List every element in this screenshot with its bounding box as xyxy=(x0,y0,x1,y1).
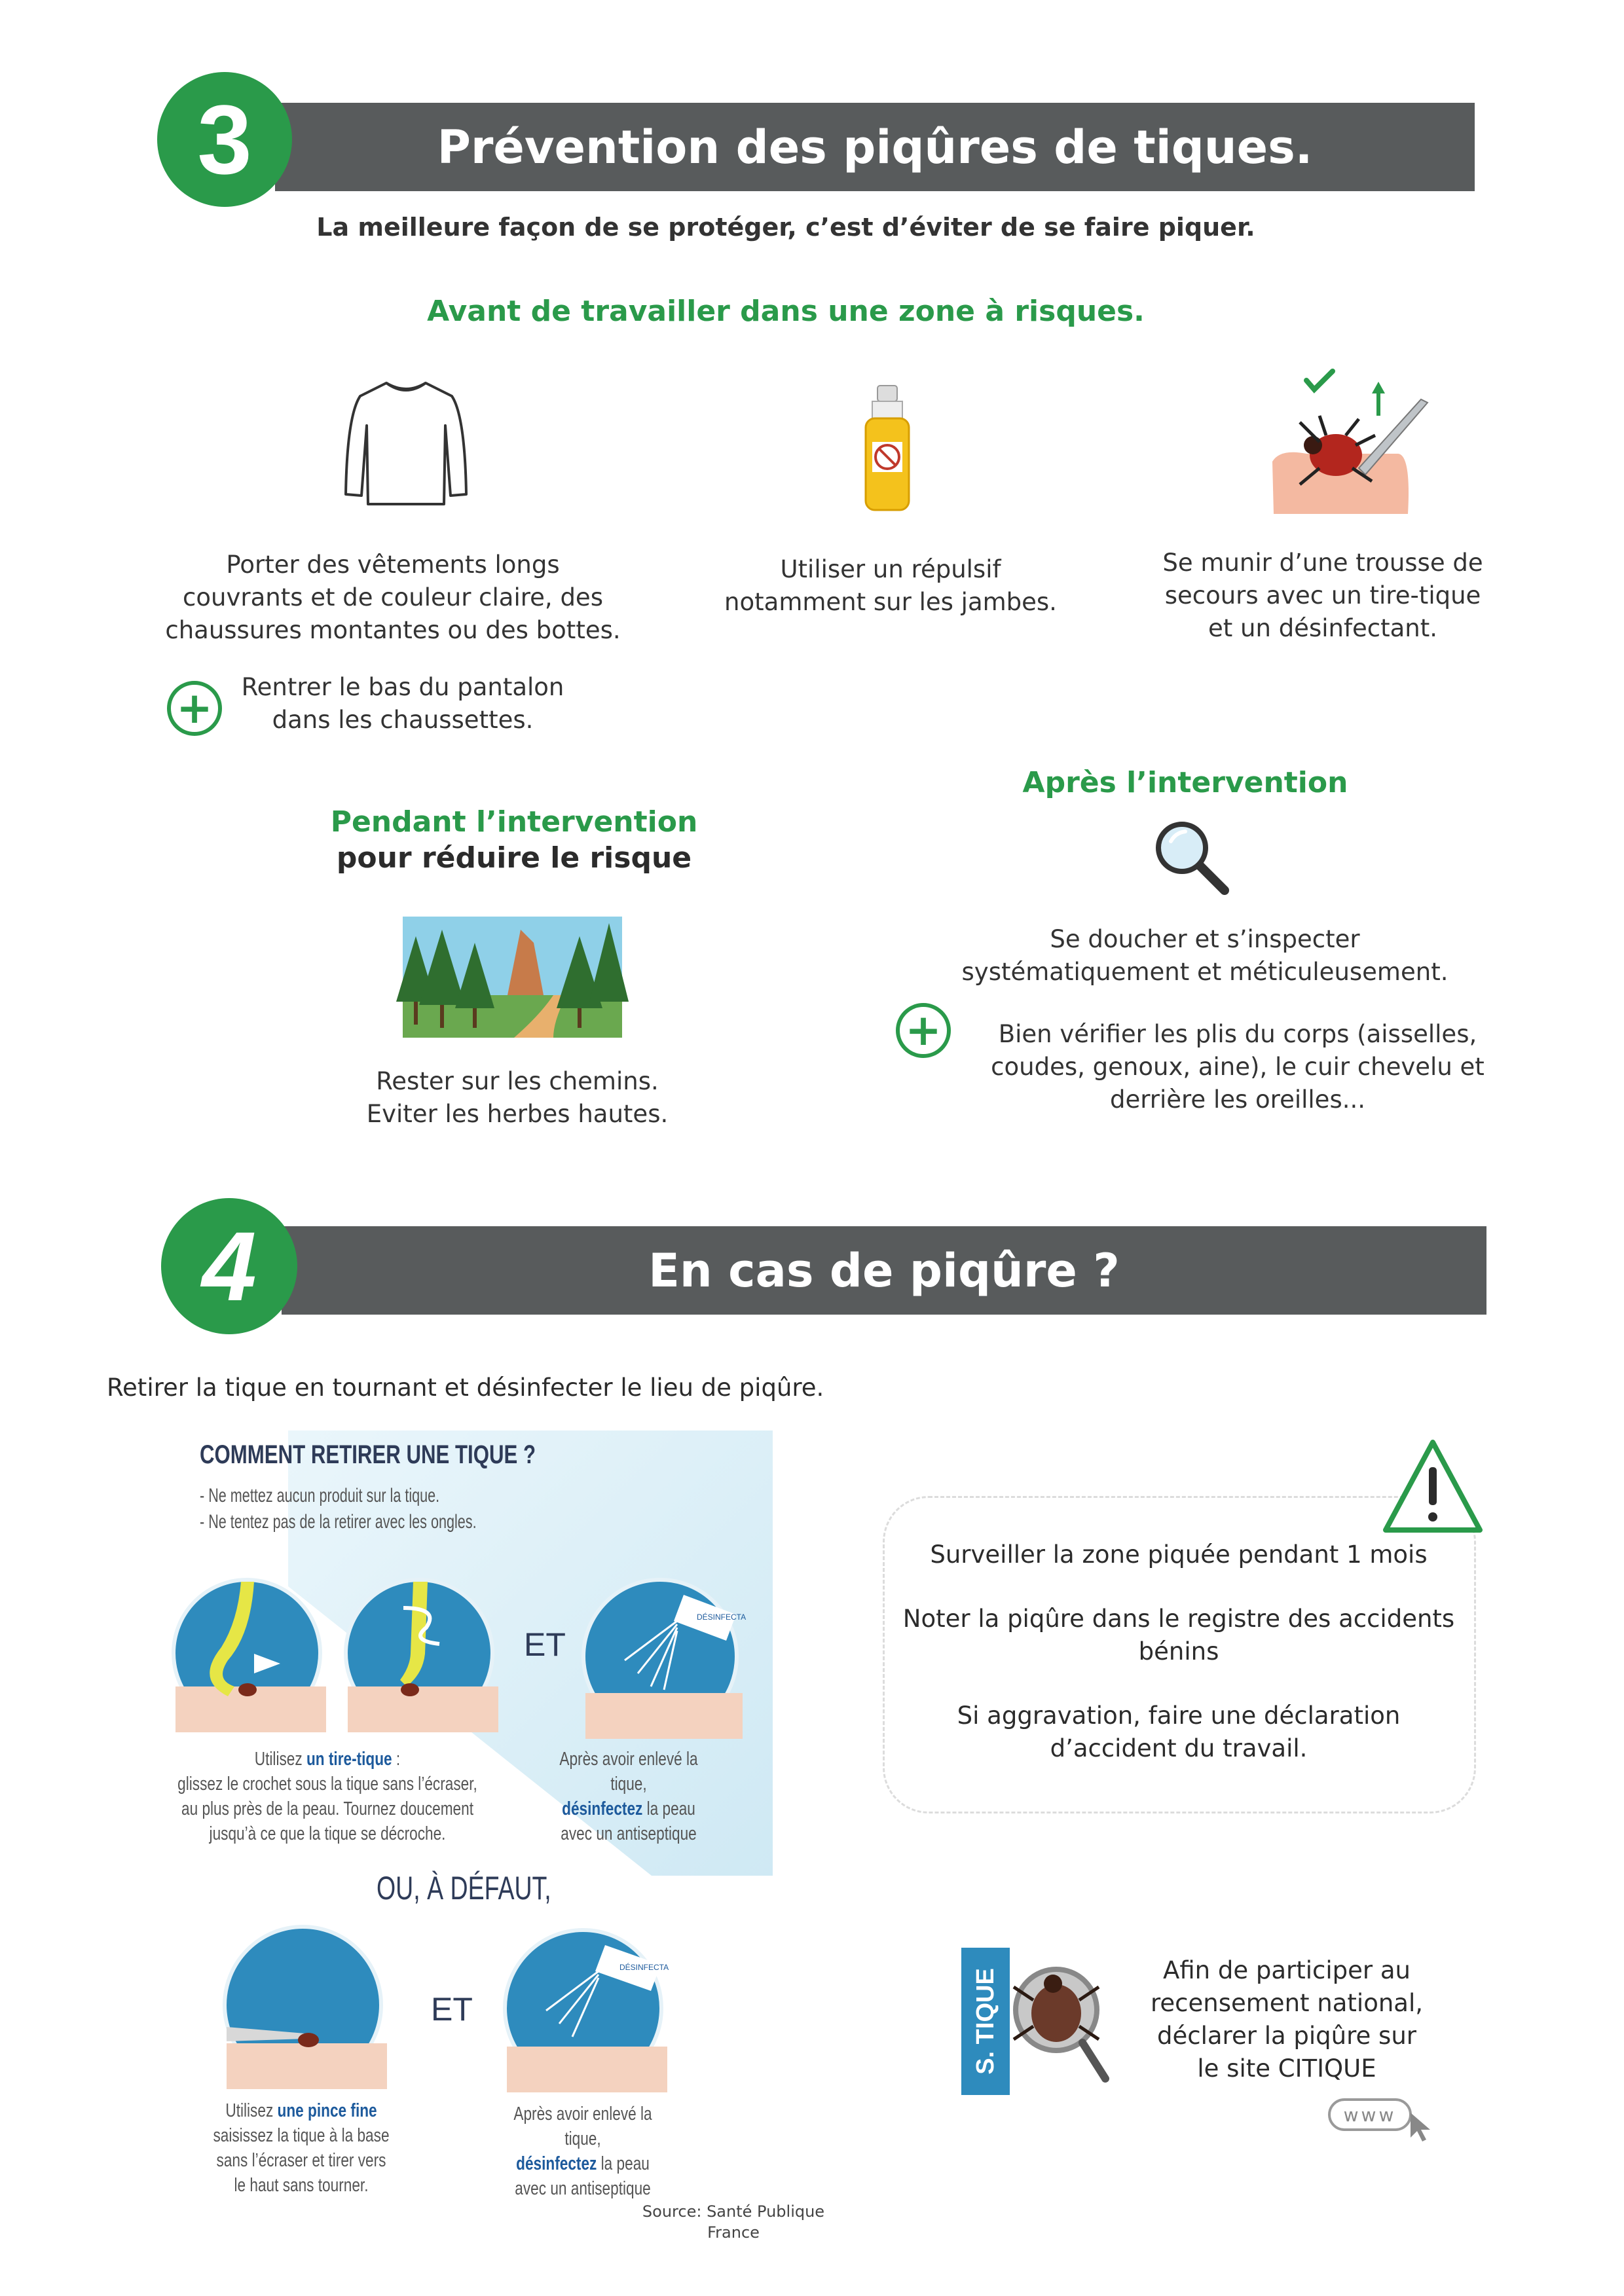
repellent-text: Utiliser un répulsif notamment sur les jambes. xyxy=(724,555,1057,616)
shirt-icon xyxy=(341,376,471,507)
tick-hook-illustration xyxy=(172,1578,322,1728)
plus-icon: + xyxy=(167,681,222,736)
www-link-button[interactable] xyxy=(1328,2098,1412,2131)
section3-number: 3 xyxy=(197,84,252,194)
section4-number-badge xyxy=(161,1198,297,1334)
et-label-2: ET xyxy=(431,1991,473,2028)
after-heading: Après l’intervention xyxy=(1022,766,1348,799)
cursor-icon xyxy=(1408,2111,1434,2144)
section3-title-bar xyxy=(275,103,1475,191)
svg-text:DÉSINFECTA: DÉSINFECTA xyxy=(697,1613,747,1622)
howto-title: COMMENT RETIRER UNE TIQUE ? xyxy=(200,1440,536,1469)
during-text: Rester sur les chemins. Eviter les herbes hautes. xyxy=(366,1067,669,1128)
clothing-text: Porter des vêtements longs couvrants et de couleur claire, des chaussures montantes ou des bottes. xyxy=(165,551,621,644)
step4-text: Après avoir enlevé la tique, désinfectez la peau avec un antiseptique xyxy=(513,2104,652,2199)
disinfect-illustration-2 xyxy=(503,1928,669,2088)
section3-intro: La meilleure façon de se protéger, c’est d’éviter de se faire piquer. xyxy=(316,213,1255,242)
step3-text: Utilisez une pince fine saisissez la tique à la base sans l’écraser et tirer vers le haut sans tourner. xyxy=(213,2100,390,2196)
before-heading: Avant de travailler dans une zone à risques. xyxy=(427,295,1145,328)
section4-title-bar xyxy=(282,1226,1486,1315)
tick-twist-illustration xyxy=(344,1578,494,1728)
howto-warnings: - Ne mettez aucun produit sur la tique. - Ne tentez pas de la retirer avec les ongles. xyxy=(200,1485,477,1533)
section3-title: Prévention des piqûres de tiques. xyxy=(437,120,1313,174)
during-subheading: pour réduire le risque xyxy=(336,841,692,875)
plus-icon: + xyxy=(896,1003,951,1058)
et-label-1: ET xyxy=(524,1626,566,1663)
section4-title: En cas de piqûre ? xyxy=(648,1243,1120,1298)
tip-after-text: Bien vérifier les plis du corps (aisselles, coudes, genoux, aine), le cuir chevelu et derrière les oreilles... xyxy=(991,1020,1485,1114)
magnifier-icon xyxy=(1153,818,1231,897)
section4-number: 4 xyxy=(202,1211,257,1321)
source-credit: Source: Santé Publique France xyxy=(642,2202,825,2242)
after-text: Se doucher et s’inspecter systématiquement et méticuleusement. xyxy=(961,925,1449,986)
svg-text:DÉSINFECTA: DÉSINFECTA xyxy=(619,1963,669,1972)
spray-icon xyxy=(858,383,917,514)
during-heading: Pendant l’intervention xyxy=(330,805,698,839)
forest-path-image xyxy=(403,917,622,1038)
citique-logo: S. TIQUE xyxy=(961,1948,1107,2095)
step1-text: Utilisez un tire-tique : glissez le crochet sous la tique sans l’écraser, au plus près de la peau. Tournez doucement jusqu’à ce que la tique se décroche. xyxy=(177,1749,477,1844)
or-label: OU, À DÉFAUT, xyxy=(377,1870,551,1906)
citique-text: Afin de participer au recensement national, déclarer la piqûre sur le site CITIQUE xyxy=(1151,1956,1423,2083)
section3-number-badge xyxy=(157,72,292,207)
warning-icon xyxy=(1380,1437,1485,1535)
disinfect-illustration-1 xyxy=(581,1578,747,1735)
firstaid-text: Se munir d’une trousse de secours avec un tire-tique et un désinfectant. xyxy=(1162,549,1483,642)
www-label: www xyxy=(1343,2104,1397,2126)
tweezers-illustration xyxy=(223,1925,383,2085)
step2-text: Après avoir enlevé la tique, désinfectez la peau avec un antiseptique xyxy=(559,1749,698,1844)
section4-intro: Retirer la tique en tournant et désinfecter le lieu de piqûre. xyxy=(107,1374,824,1402)
tick-remover-icon xyxy=(1267,370,1437,514)
tip-before-text: Rentrer le bas du pantalon dans les chaussettes. xyxy=(241,673,564,734)
monitoring-text: Surveiller la zone piquée pendant 1 mois Noter la piqûre dans le registre des accidents bénins Si aggravation, faire une déclaration d’accident du travail. xyxy=(902,1540,1455,1762)
